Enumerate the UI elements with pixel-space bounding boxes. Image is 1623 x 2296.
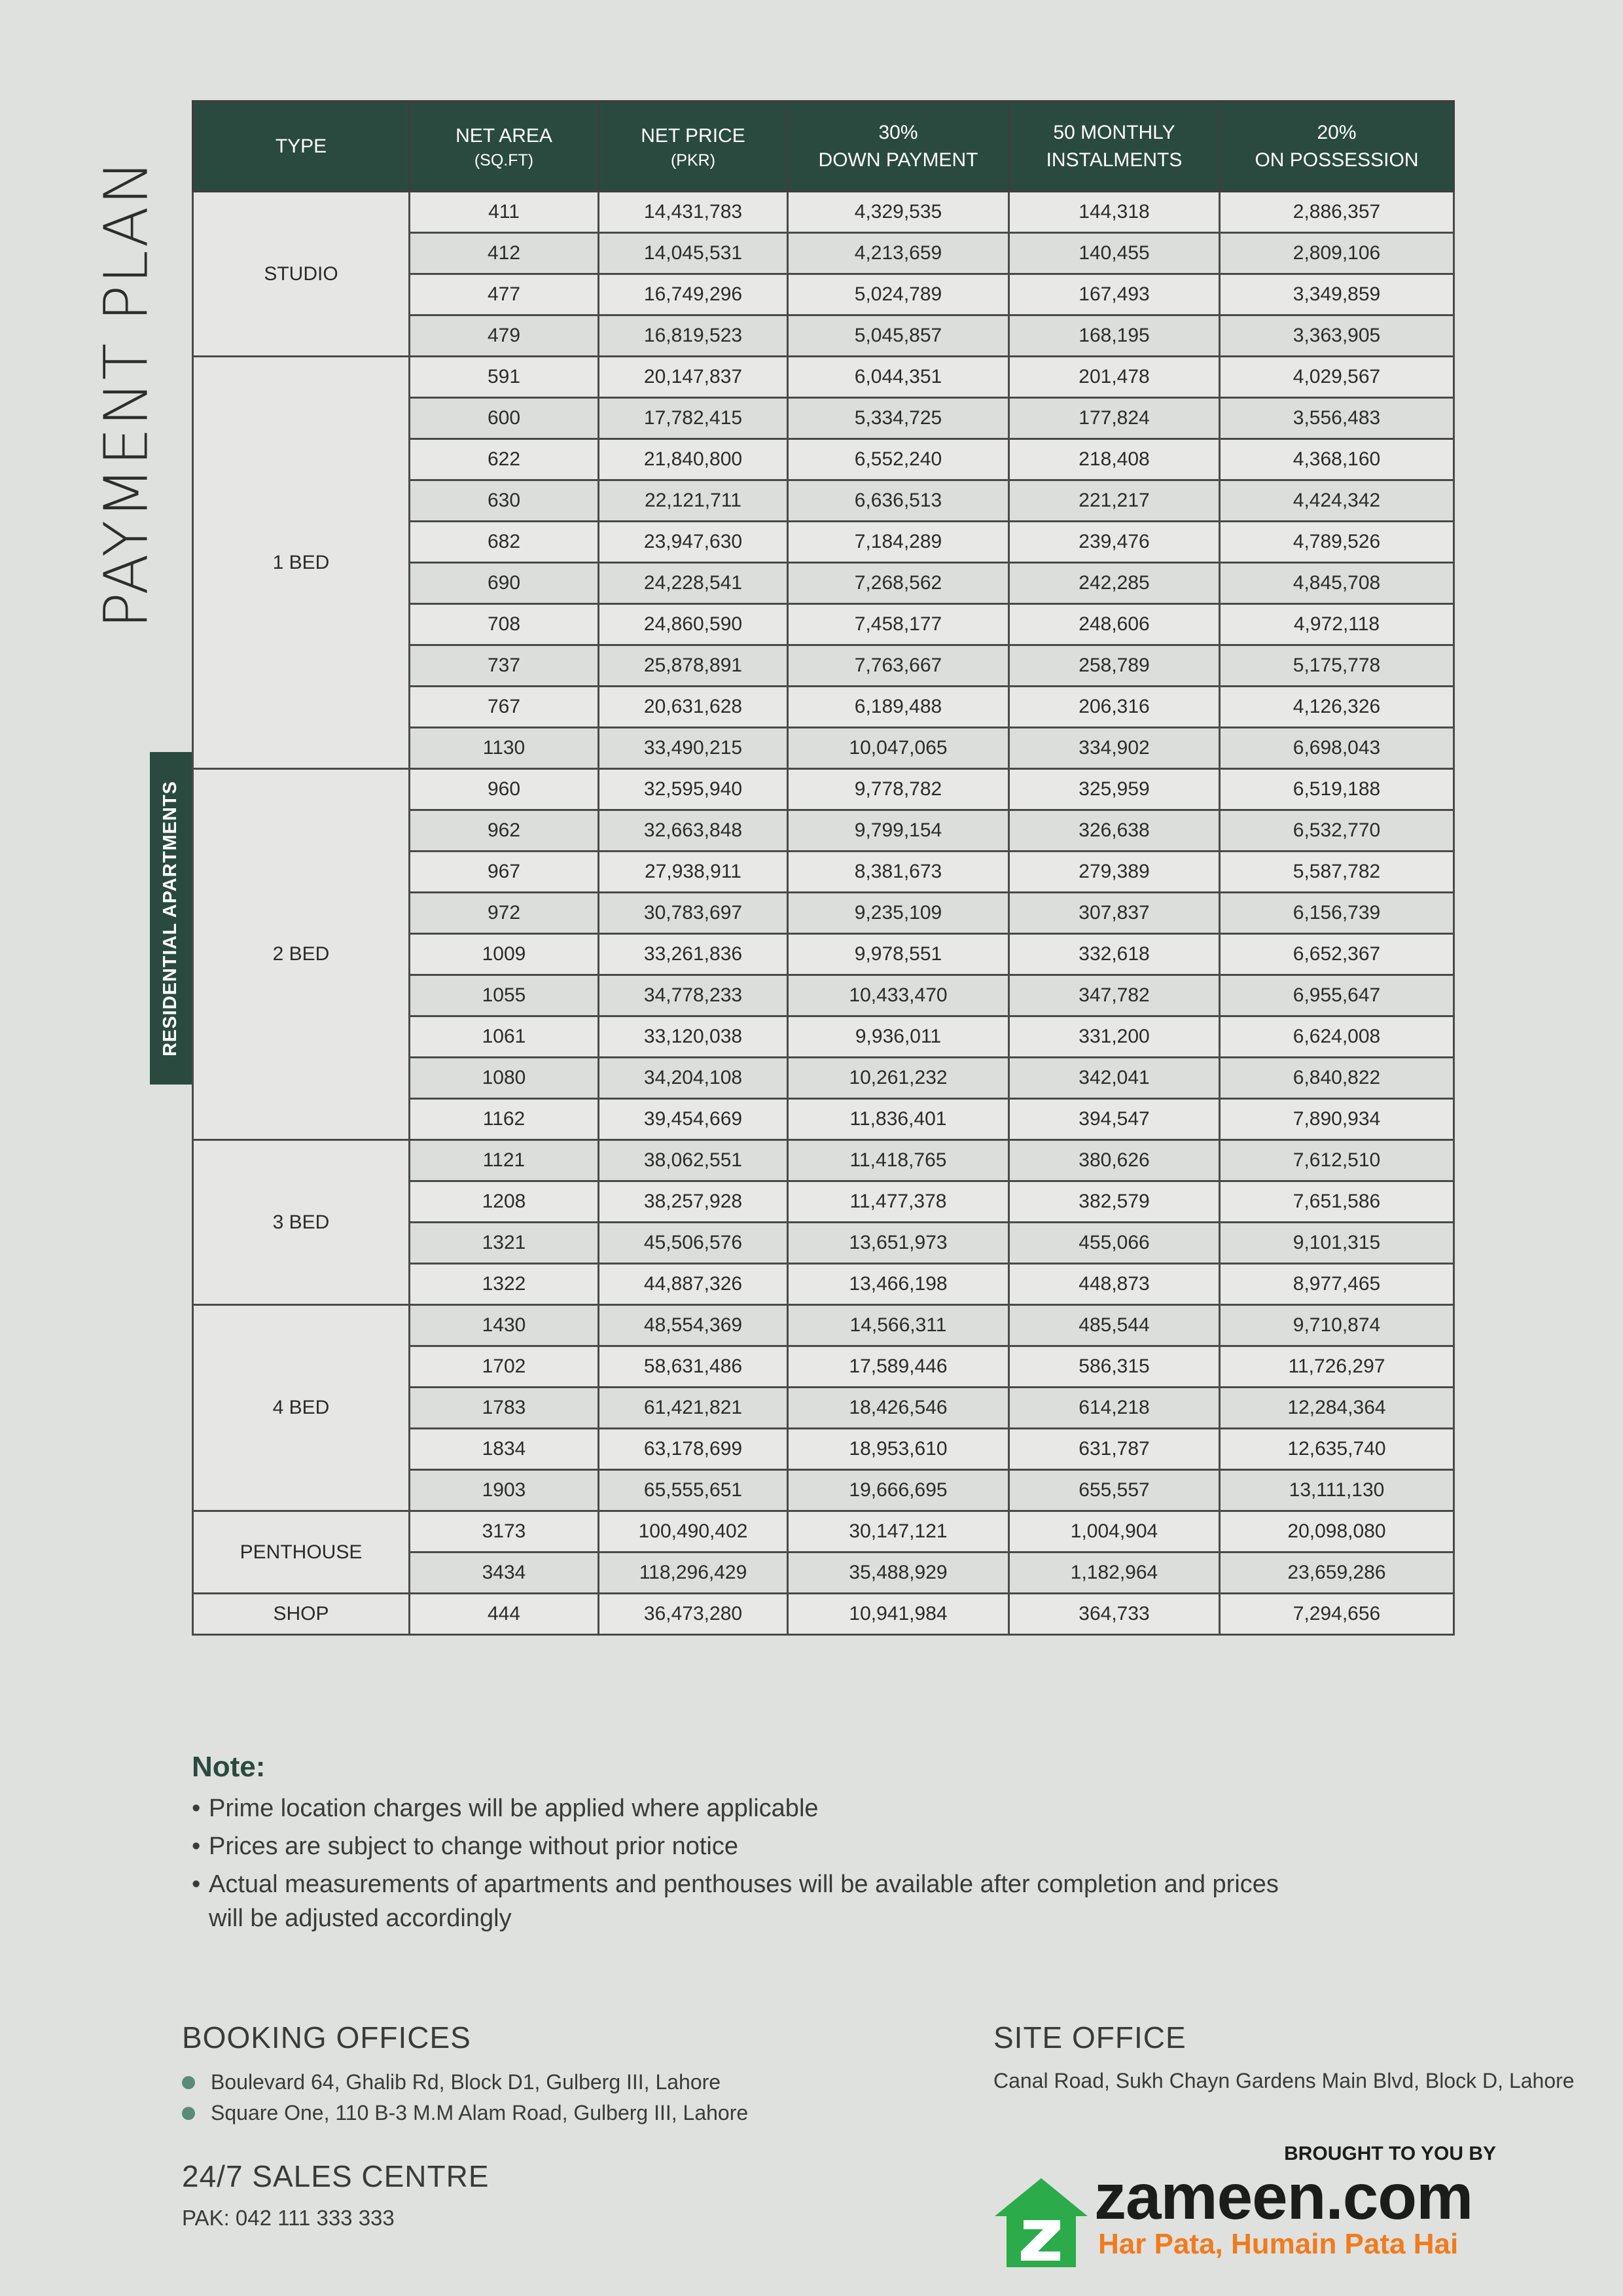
net-price-cell: 61,421,821 [599,1388,788,1429]
header-net-area: NET AREA (SQ.FT) [410,101,599,192]
table-row [193,357,1454,398]
net-area-cell: 3434 [410,1552,599,1594]
sales-centre [182,2159,490,2231]
down-payment-cell: 10,261,232 [788,1058,1009,1099]
monthly-instalment-cell: 221,217 [1009,480,1220,522]
net-area-cell: 1834 [410,1429,599,1470]
on-possession-cell: 2,809,106 [1220,233,1454,274]
on-possession-cell: 6,698,043 [1220,728,1454,769]
monthly-instalment-cell: 614,218 [1009,1388,1220,1429]
down-payment-cell: 5,045,857 [788,315,1009,357]
on-possession-cell: 2,886,357 [1220,192,1454,233]
net-area-cell: 682 [410,522,599,563]
net-price-cell: 33,261,836 [599,934,788,975]
net-price-cell: 30,783,697 [599,893,788,934]
booking-office-item: Square One, 110 B-3 M.M Alam Road, Gulberg III, Lahore [182,2098,967,2128]
page-title-container [91,141,162,645]
net-area-cell: 1321 [410,1223,599,1264]
table-row [193,1594,1454,1635]
monthly-instalment-cell: 342,041 [1009,1058,1220,1099]
net-price-cell: 39,454,669 [599,1099,788,1140]
monthly-instalment-cell: 206,316 [1009,687,1220,728]
residential-apartments-band [150,752,192,1085]
type-cell: 3 BED [193,1140,410,1305]
on-possession-cell: 3,349,859 [1220,274,1454,315]
header-on-possession: 20% ON POSSESSION [1220,101,1454,192]
type-cell: 2 BED [193,769,410,1140]
booking-office-item: Boulevard 64, Ghalib Rd, Block D1, Gulberg III, Lahore [182,2067,967,2098]
down-payment-cell: 10,047,065 [788,728,1009,769]
table-row [193,769,1454,810]
down-payment-cell: 6,189,488 [788,687,1009,728]
on-possession-cell: 9,101,315 [1220,1223,1454,1264]
type-cell: PENTHOUSE [193,1511,410,1594]
table-header-row [193,101,1454,192]
on-possession-cell: 12,284,364 [1220,1388,1454,1429]
table-row [193,1305,1454,1346]
down-payment-cell: 7,268,562 [788,563,1009,604]
monthly-instalment-cell: 347,782 [1009,975,1220,1016]
down-payment-cell: 17,589,446 [788,1346,1009,1388]
on-possession-cell: 7,294,656 [1220,1594,1454,1635]
monthly-instalment-cell: 258,789 [1009,645,1220,687]
monthly-instalment-cell: 485,544 [1009,1305,1220,1346]
net-area-cell: 1009 [410,934,599,975]
on-possession-cell: 7,651,586 [1220,1181,1454,1223]
net-area-cell: 1322 [410,1264,599,1305]
net-price-cell: 22,121,711 [599,480,788,522]
monthly-instalment-cell: 331,200 [1009,1016,1220,1058]
down-payment-cell: 10,433,470 [788,975,1009,1016]
monthly-instalment-cell: 332,618 [1009,934,1220,975]
on-possession-cell: 6,652,367 [1220,934,1454,975]
monthly-instalment-cell: 1,182,964 [1009,1552,1220,1594]
monthly-instalment-cell: 239,476 [1009,522,1220,563]
down-payment-cell: 13,466,198 [788,1264,1009,1305]
net-price-cell: 38,257,928 [599,1181,788,1223]
net-price-cell: 14,045,531 [599,233,788,274]
down-payment-cell: 11,477,378 [788,1181,1009,1223]
down-payment-cell: 6,044,351 [788,357,1009,398]
on-possession-cell: 23,659,286 [1220,1552,1454,1594]
on-possession-cell: 7,612,510 [1220,1140,1454,1181]
brand-tagline: Har Pata, Humain Pata Hai [1098,2228,1459,2260]
down-payment-cell: 19,666,695 [788,1470,1009,1511]
net-area-cell: 1162 [410,1099,599,1140]
net-price-cell: 20,147,837 [599,357,788,398]
net-area-cell: 479 [410,315,599,357]
down-payment-cell: 9,936,011 [788,1016,1009,1058]
monthly-instalment-cell: 167,493 [1009,274,1220,315]
header-net-price: NET PRICE (PKR) [599,101,788,192]
monthly-instalment-cell: 144,318 [1009,192,1220,233]
on-possession-cell: 6,156,739 [1220,893,1454,934]
down-payment-cell: 9,799,154 [788,810,1009,852]
header-down-payment: 30% DOWN PAYMENT [788,101,1009,192]
net-price-cell: 33,490,215 [599,728,788,769]
monthly-instalment-cell: 1,004,904 [1009,1511,1220,1552]
net-area-cell: 622 [410,439,599,480]
monthly-instalment-cell: 201,478 [1009,357,1220,398]
monthly-instalment-cell: 177,824 [1009,398,1220,439]
monthly-instalment-cell: 307,837 [1009,893,1220,934]
site-office-address: Canal Road, Sukh Chayn Gardens Main Blvd, Block D, Lahore [993,2069,1575,2092]
net-area-cell: 708 [410,604,599,645]
on-possession-cell: 6,955,647 [1220,975,1454,1016]
net-price-cell: 44,887,326 [599,1264,788,1305]
monthly-instalment-cell: 586,315 [1009,1346,1220,1388]
down-payment-cell: 6,636,513 [788,480,1009,522]
on-possession-cell: 7,890,934 [1220,1099,1454,1140]
brought-to-you-by: BROUGHT TO YOU BY [1284,2143,1496,2164]
net-area-cell: 411 [410,192,599,233]
monthly-instalment-cell: 140,455 [1009,233,1220,274]
net-area-cell: 1702 [410,1346,599,1388]
down-payment-cell: 6,552,240 [788,439,1009,480]
net-price-cell: 48,554,369 [599,1305,788,1346]
monthly-instalment-cell: 334,902 [1009,728,1220,769]
down-payment-cell: 8,381,673 [788,852,1009,893]
on-possession-cell: 5,175,778 [1220,645,1454,687]
net-price-cell: 25,878,891 [599,645,788,687]
down-payment-cell: 5,334,725 [788,398,1009,439]
down-payment-cell: 11,418,765 [788,1140,1009,1181]
note-item: • Actual measurements of apartments and penthouses will be available after completion and prices will be adjusted accordingly [192,1871,1279,1932]
net-area-cell: 591 [410,357,599,398]
down-payment-cell: 4,213,659 [788,233,1009,274]
net-price-cell: 24,228,541 [599,563,788,604]
net-price-cell: 24,860,590 [599,604,788,645]
net-price-cell: 33,120,038 [599,1016,788,1058]
table-row [193,192,1454,233]
net-area-cell: 600 [410,398,599,439]
bullet-dot-icon [182,2076,195,2089]
net-area-cell: 737 [410,645,599,687]
net-price-cell: 20,631,628 [599,687,788,728]
down-payment-cell: 18,953,610 [788,1429,1009,1470]
net-area-cell: 960 [410,769,599,810]
down-payment-cell: 11,836,401 [788,1099,1009,1140]
monthly-instalment-cell: 382,579 [1009,1181,1220,1223]
net-price-cell: 34,204,108 [599,1058,788,1099]
down-payment-cell: 10,941,984 [788,1594,1009,1635]
net-area-cell: 3173 [410,1511,599,1552]
on-possession-cell: 3,363,905 [1220,315,1454,357]
net-area-cell: 962 [410,810,599,852]
table-body [193,192,1454,1635]
site-office-title: SITE OFFICE [993,2020,1186,2054]
net-price-cell: 32,663,848 [599,810,788,852]
net-price-cell: 14,431,783 [599,192,788,233]
net-price-cell: 21,840,800 [599,439,788,480]
net-price-cell: 23,947,630 [599,522,788,563]
net-price-cell: 45,506,576 [599,1223,788,1264]
net-price-cell: 38,062,551 [599,1140,788,1181]
on-possession-cell: 4,789,526 [1220,522,1454,563]
net-price-cell: 63,178,699 [599,1429,788,1470]
net-area-cell: 477 [410,274,599,315]
notes-list [192,1791,1304,1935]
on-possession-cell: 4,368,160 [1220,439,1454,480]
net-price-cell: 36,473,280 [599,1594,788,1635]
down-payment-cell: 7,184,289 [788,522,1009,563]
on-possession-cell: 6,532,770 [1220,810,1454,852]
on-possession-cell: 6,840,822 [1220,1058,1454,1099]
notes-section [192,1751,1304,1939]
bullet-dot-icon [182,2107,195,2120]
type-cell: STUDIO [193,192,410,357]
booking-offices [182,2020,967,2128]
monthly-instalment-cell: 242,285 [1009,563,1220,604]
monthly-instalment-cell: 394,547 [1009,1099,1220,1140]
net-area-cell: 1061 [410,1016,599,1058]
on-possession-cell: 8,977,465 [1220,1264,1454,1305]
down-payment-cell: 9,778,782 [788,769,1009,810]
monthly-instalment-cell: 218,408 [1009,439,1220,480]
on-possession-cell: 9,710,874 [1220,1305,1454,1346]
down-payment-cell: 35,488,929 [788,1552,1009,1594]
on-possession-cell: 11,726,297 [1220,1346,1454,1388]
on-possession-cell: 4,029,567 [1220,357,1454,398]
net-area-cell: 1121 [410,1140,599,1181]
header-monthly-instalments: 50 MONTHLY INSTALMENTS [1009,101,1220,192]
monthly-instalment-cell: 279,389 [1009,852,1220,893]
net-price-cell: 118,296,429 [599,1552,788,1594]
net-area-cell: 444 [410,1594,599,1635]
monthly-instalment-cell: 455,066 [1009,1223,1220,1264]
monthly-instalment-cell: 448,873 [1009,1264,1220,1305]
net-price-cell: 65,555,651 [599,1470,788,1511]
down-payment-cell: 5,024,789 [788,274,1009,315]
sales-centre-phone: PAK: 042 111 333 333 [182,2206,395,2230]
net-area-cell: 1130 [410,728,599,769]
net-price-cell: 16,749,296 [599,274,788,315]
net-area-cell: 767 [410,687,599,728]
note-item: • Prime location charges will be applied where applicable [192,1795,819,1822]
on-possession-cell: 4,972,118 [1220,604,1454,645]
type-cell: 4 BED [193,1305,410,1511]
monthly-instalment-cell: 631,787 [1009,1429,1220,1470]
on-possession-cell: 6,519,188 [1220,769,1454,810]
table-row [193,1140,1454,1181]
net-price-cell: 27,938,911 [599,852,788,893]
net-area-cell: 1080 [410,1058,599,1099]
on-possession-cell: 4,845,708 [1220,563,1454,604]
net-price-cell: 58,631,486 [599,1346,788,1388]
on-possession-cell: 6,624,008 [1220,1016,1454,1058]
table-row [193,1511,1454,1552]
monthly-instalment-cell: 168,195 [1009,315,1220,357]
on-possession-cell: 20,098,080 [1220,1511,1454,1552]
net-area-cell: 1903 [410,1470,599,1511]
net-price-cell: 32,595,940 [599,769,788,810]
net-area-cell: 972 [410,893,599,934]
type-cell: SHOP [193,1594,410,1635]
net-area-cell: 1055 [410,975,599,1016]
on-possession-cell: 5,587,782 [1220,852,1454,893]
net-area-cell: 630 [410,480,599,522]
down-payment-cell: 9,978,551 [788,934,1009,975]
net-price-cell: 17,782,415 [599,398,788,439]
down-payment-cell: 4,329,535 [788,192,1009,233]
monthly-instalment-cell: 380,626 [1009,1140,1220,1181]
net-price-cell: 100,490,402 [599,1511,788,1552]
brand-block [992,2138,1496,2260]
booking-offices-title: BOOKING OFFICES [182,2020,471,2054]
net-area-cell: 1783 [410,1388,599,1429]
net-area-cell: 1430 [410,1305,599,1346]
monthly-instalment-cell: 364,733 [1009,1594,1220,1635]
down-payment-cell: 9,235,109 [788,893,1009,934]
down-payment-cell: 7,458,177 [788,604,1009,645]
payment-plan-table [192,100,1455,1636]
down-payment-cell: 14,566,311 [788,1305,1009,1346]
monthly-instalment-cell: 326,638 [1009,810,1220,852]
on-possession-cell: 13,111,130 [1220,1470,1454,1511]
net-price-cell: 16,819,523 [599,315,788,357]
net-area-cell: 690 [410,563,599,604]
brand-name: zameen.com [1094,2161,1473,2233]
sales-centre-title: 24/7 SALES CENTRE [182,2159,490,2193]
monthly-instalment-cell: 655,557 [1009,1470,1220,1511]
page-title: PAYMENT PLAN [91,158,162,628]
down-payment-cell: 18,426,546 [788,1388,1009,1429]
header-type: TYPE [193,101,410,192]
net-area-cell: 967 [410,852,599,893]
net-price-cell: 34,778,233 [599,975,788,1016]
residential-apartments-label: RESIDENTIAL APARTMENTS [160,780,181,1056]
notes-title: Note: [192,1751,266,1783]
net-area-cell: 1208 [410,1181,599,1223]
monthly-instalment-cell: 248,606 [1009,604,1220,645]
on-possession-cell: 12,635,740 [1220,1429,1454,1470]
net-area-cell: 412 [410,233,599,274]
on-possession-cell: 4,126,326 [1220,687,1454,728]
site-office [993,2020,1582,2094]
down-payment-cell: 13,651,973 [788,1223,1009,1264]
type-cell: 1 BED [193,357,410,769]
monthly-instalment-cell: 325,959 [1009,769,1220,810]
down-payment-cell: 7,763,667 [788,645,1009,687]
on-possession-cell: 3,556,483 [1220,398,1454,439]
down-payment-cell: 30,147,121 [788,1511,1009,1552]
on-possession-cell: 4,424,342 [1220,480,1454,522]
house-z-logo-icon [992,2174,1090,2272]
note-item: • Prices are subject to change without prior notice [192,1833,738,1860]
